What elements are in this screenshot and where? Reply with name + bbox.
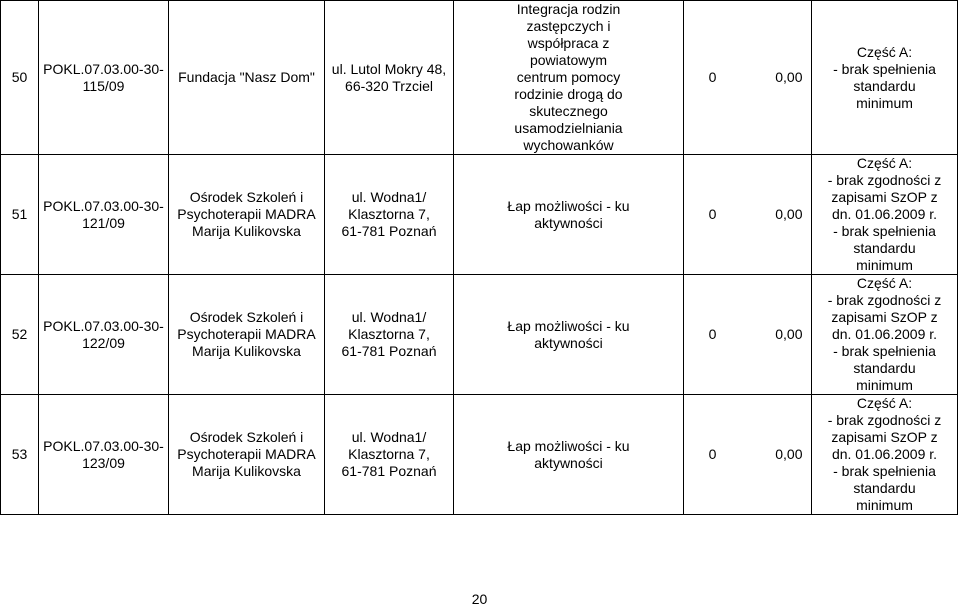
assessment-remarks: Część A: - brak spełnienia standardu minimum [812, 1, 958, 155]
project-title: Łap możliwości - ku aktywności [454, 395, 684, 515]
score-value: 0 [708, 326, 717, 342]
score-value: 0 [708, 446, 717, 462]
table-row [1, 1, 958, 155]
project-number: POKL.07.03.00-30- 115/09 [39, 1, 169, 155]
row-number: 51 [1, 155, 39, 275]
applicant-name: Ośrodek Szkoleń i Psychoterapii MADRA Marija Kulikovska [169, 395, 325, 515]
row-number: 53 [1, 395, 39, 515]
score-amount-cell [684, 155, 812, 275]
applicant-name: Ośrodek Szkoleń i Psychoterapii MADRA Marija Kulikovska [169, 275, 325, 395]
row-number: 50 [1, 1, 39, 155]
amount-value: 0,00 [775, 326, 803, 342]
applicant-address: ul. Wodna1/ Klasztorna 7, 61-781 Poznań [325, 275, 454, 395]
applicant-address: ul. Wodna1/ Klasztorna 7, 61-781 Poznań [325, 155, 454, 275]
table-row [1, 275, 958, 395]
table-row [1, 395, 958, 515]
project-title: Łap możliwości - ku aktywności [454, 275, 684, 395]
assessment-remarks: Część A: - brak zgodności z zapisami SzOP z dn. 01.06.2009 r. - brak spełnienia standardu minimum [812, 155, 958, 275]
applicant-name: Ośrodek Szkoleń i Psychoterapii MADRA Marija Kulikovska [169, 155, 325, 275]
project-number: POKL.07.03.00-30- 122/09 [39, 275, 169, 395]
project-number: POKL.07.03.00-30- 121/09 [39, 155, 169, 275]
amount-value: 0,00 [775, 206, 803, 222]
assessment-remarks: Część A: - brak zgodności z zapisami SzOP z dn. 01.06.2009 r. - brak spełnienia standardu minimum [812, 275, 958, 395]
applicant-address: ul. Lutol Mokry 48, 66-320 Trzciel [325, 1, 454, 155]
amount-value: 0,00 [775, 446, 803, 462]
score-value: 0 [708, 69, 717, 85]
table-row [1, 155, 958, 275]
row-number: 52 [1, 275, 39, 395]
assessment-remarks: Część A: - brak zgodności z zapisami SzOP z dn. 01.06.2009 r. - brak spełnienia standardu minimum [812, 395, 958, 515]
amount-value: 0,00 [775, 69, 803, 85]
score-value: 0 [708, 206, 717, 222]
project-title: Łap możliwości - ku aktywności [454, 155, 684, 275]
page-number: 20 [471, 591, 488, 607]
score-amount-cell [684, 395, 812, 515]
score-amount-cell [684, 1, 812, 155]
project-title: Integracja rodzin zastępczych i współpraca z powiatowym centrum pomocy rodzinie drogą do skutecznego usamodzielniania wychowanków [454, 1, 684, 155]
score-amount-cell [684, 275, 812, 395]
project-number: POKL.07.03.00-30- 123/09 [39, 395, 169, 515]
applicant-name: Fundacja "Nasz Dom" [169, 1, 325, 155]
applicant-address: ul. Wodna1/ Klasztorna 7, 61-781 Poznań [325, 395, 454, 515]
